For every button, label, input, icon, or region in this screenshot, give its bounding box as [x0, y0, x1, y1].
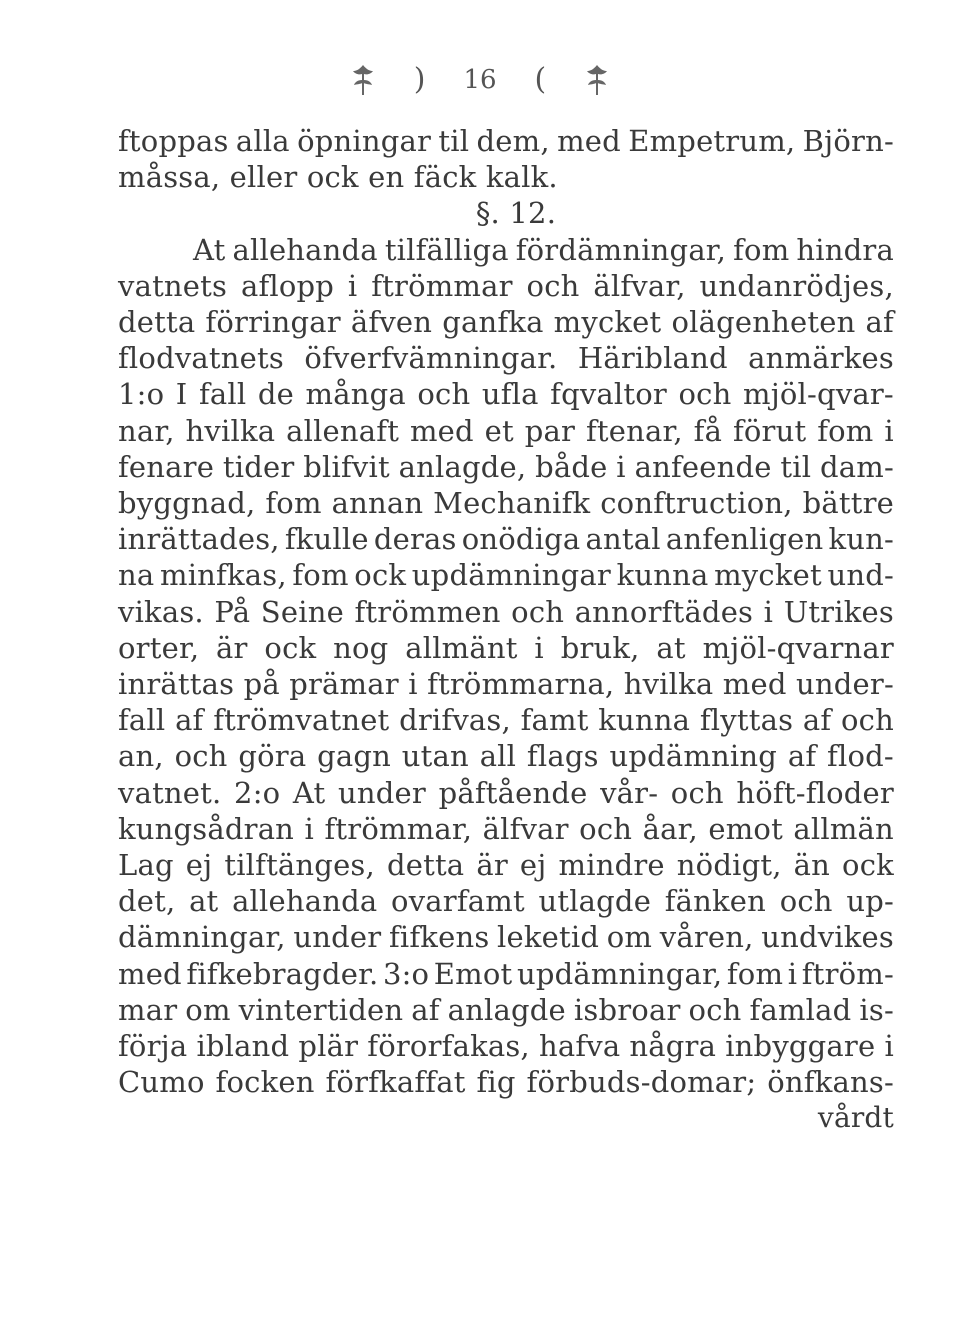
word: och — [678, 377, 732, 412]
text-line — [118, 521, 894, 557]
word: Empetrum, — [628, 124, 796, 158]
word: allmän — [793, 811, 894, 846]
word: ftrömvatnet — [213, 703, 390, 738]
word: och — [579, 811, 633, 846]
word: fom — [733, 232, 790, 267]
word: hindra — [796, 232, 894, 267]
word: dämningar, — [118, 920, 286, 955]
word: och — [526, 268, 580, 303]
word: At — [193, 232, 226, 267]
catchword: vårdt — [817, 1101, 894, 1135]
word: til — [438, 124, 470, 158]
word: antal — [585, 522, 661, 557]
word: Häribland — [577, 341, 728, 376]
word: och — [511, 594, 565, 629]
word: med — [409, 413, 474, 448]
word: På — [214, 594, 251, 629]
word: fördämningar, — [515, 232, 727, 267]
word: und- — [827, 558, 894, 593]
paren-left: ) — [413, 62, 426, 97]
word: Cumo — [118, 1065, 205, 1100]
word: och — [688, 992, 742, 1027]
word: nar, — [118, 413, 175, 448]
word: öpningar — [297, 124, 432, 158]
word: til — [780, 449, 812, 484]
text-line — [118, 775, 894, 811]
word: ovarfamt — [391, 884, 525, 919]
fleuron-icon — [350, 63, 376, 97]
word: nödigt, — [676, 848, 782, 883]
word: par — [524, 413, 576, 448]
word: mycket — [553, 305, 662, 340]
word: förja — [118, 1029, 188, 1064]
word: detta — [118, 305, 196, 340]
word: anfeende — [634, 449, 772, 484]
word: med — [722, 667, 787, 702]
word: inrättades, — [118, 522, 280, 557]
word: af — [175, 703, 204, 738]
word: vatnets — [118, 268, 228, 303]
page-header — [0, 62, 960, 97]
word: fänken — [664, 884, 767, 919]
word: och — [779, 884, 833, 919]
word: göra — [238, 739, 307, 774]
word: nog — [333, 630, 389, 665]
word: och — [840, 703, 894, 738]
word: i — [304, 811, 315, 846]
word: i — [884, 1029, 894, 1064]
word: drifvas, — [399, 703, 511, 738]
word: na — [118, 558, 155, 593]
word: i — [408, 667, 418, 702]
word: utan — [401, 739, 469, 774]
word: mindre — [558, 848, 665, 883]
word: Mechanifk — [433, 486, 591, 521]
word: annorftädes — [574, 594, 754, 629]
word: conftruction, — [600, 486, 793, 521]
word: förorfakas, — [367, 1029, 530, 1064]
word: öfverfvämningar. — [304, 341, 558, 376]
word: våren, — [659, 920, 754, 955]
text-line — [118, 883, 894, 919]
word: äfven — [350, 305, 433, 340]
word: ufla — [481, 377, 539, 412]
word: Björn- — [802, 124, 894, 158]
word: aflopp — [240, 268, 335, 303]
word: på — [243, 667, 280, 702]
word: 3:o — [382, 956, 430, 991]
word: höft-floder — [736, 775, 894, 810]
word: annan — [331, 486, 424, 521]
word: kunna — [616, 558, 709, 593]
word: i — [763, 594, 774, 629]
word: dem, — [476, 124, 550, 158]
word: förbuds-domar; — [526, 1065, 757, 1100]
word: ibland — [196, 1029, 290, 1064]
text-line — [118, 304, 894, 340]
word: Seine — [260, 594, 344, 629]
word: fkulle — [284, 522, 369, 557]
word: is- — [859, 992, 894, 1027]
word: de — [257, 377, 294, 412]
word: allehanda — [232, 232, 378, 267]
word: vatnet. — [118, 775, 222, 810]
word: olägenheten — [671, 305, 856, 340]
word: mycket — [714, 558, 822, 593]
word: fig — [476, 1065, 516, 1100]
word: flod- — [827, 739, 894, 774]
text-line — [118, 232, 894, 268]
word: några — [629, 1029, 717, 1064]
word: under — [338, 775, 426, 810]
word: förringar — [205, 305, 341, 340]
word: och — [174, 739, 228, 774]
word: Emot — [433, 956, 513, 991]
word: focken — [215, 1065, 315, 1100]
word: byggnad, — [118, 486, 256, 521]
word: påftående — [438, 775, 588, 810]
word: ftrömmen — [354, 594, 501, 629]
word: både — [535, 449, 608, 484]
text-line — [118, 268, 894, 304]
word: an, — [118, 739, 164, 774]
word: leketid — [497, 920, 600, 955]
word: af — [865, 305, 894, 340]
word: plär — [298, 1029, 359, 1064]
text-line — [118, 594, 894, 630]
word: orter, — [118, 630, 200, 665]
word: i — [616, 449, 626, 484]
word: under — [293, 920, 382, 955]
word: allehanda — [232, 884, 378, 919]
text-line — [118, 956, 894, 992]
word: anlagde — [447, 992, 566, 1027]
word: är — [216, 630, 248, 665]
word: än — [793, 848, 831, 883]
word: gagn — [317, 739, 392, 774]
word: det, — [118, 884, 176, 919]
word: vikas. — [118, 594, 204, 629]
text-line — [118, 630, 894, 666]
word: af — [787, 739, 817, 774]
word: At — [292, 775, 326, 810]
text-line — [118, 702, 894, 738]
text-line — [118, 557, 894, 593]
word: fenare — [118, 449, 215, 484]
word: i — [347, 268, 358, 303]
word: är — [476, 848, 508, 883]
word: mjöl-qvar- — [743, 377, 894, 412]
word: ock — [354, 558, 407, 593]
word: fom — [726, 956, 784, 991]
word: emot — [708, 811, 783, 846]
word: bättre — [802, 486, 894, 521]
word: ftrömmar — [371, 268, 513, 303]
word: förut — [732, 413, 807, 448]
word: updämning — [609, 739, 778, 774]
word: vintertiden — [238, 992, 404, 1027]
word: allmänt — [405, 630, 518, 665]
word: af — [411, 992, 440, 1027]
word: fom — [292, 558, 349, 593]
word: hvilka — [185, 413, 276, 448]
text-line — [118, 666, 894, 702]
word: dam- — [820, 449, 894, 484]
word: updämningar — [411, 558, 611, 593]
word: prämar — [289, 667, 399, 702]
word: minfkas, — [160, 558, 287, 593]
word: tider — [222, 449, 295, 484]
word: många — [305, 377, 406, 412]
text-line: måssa, eller ock en fäck kalk. — [118, 160, 558, 195]
text-line — [118, 919, 894, 955]
text-line — [118, 811, 894, 847]
word: ej — [185, 848, 213, 883]
word: i — [884, 413, 894, 448]
word: undanrödjes, — [699, 268, 894, 303]
word: älfvar, — [593, 268, 686, 303]
word: ftenar, — [585, 413, 683, 448]
word: förfkaffat — [325, 1065, 466, 1100]
word: fifkebragder. — [186, 956, 379, 991]
word: Utrikes — [783, 594, 894, 629]
word: hvilka — [623, 667, 714, 702]
fleuron-icon — [584, 63, 610, 97]
word: åar, — [642, 811, 698, 846]
text-line — [118, 992, 894, 1028]
word: at — [656, 630, 686, 665]
word: om — [185, 992, 231, 1027]
word: at — [189, 884, 219, 919]
word: blifvit — [303, 449, 390, 484]
word: mjöl-qvarnar — [702, 630, 894, 665]
word: anfenligen — [665, 522, 824, 557]
word: af — [802, 703, 832, 738]
word: I — [175, 377, 188, 412]
word: deras — [373, 522, 457, 557]
word: onödiga — [461, 522, 581, 557]
text-line — [118, 449, 894, 485]
word: Lag — [118, 848, 174, 883]
word: tilftänges, — [224, 848, 375, 883]
word: fom — [817, 413, 874, 448]
word: fifkens — [388, 920, 490, 955]
word: anlagde, — [398, 449, 527, 484]
text-line — [118, 123, 894, 159]
text-line — [118, 413, 894, 449]
text-line — [118, 485, 894, 521]
word: och — [417, 377, 471, 412]
word: få — [693, 413, 723, 448]
word: älfvar — [482, 811, 569, 846]
word: allenaft — [286, 413, 400, 448]
word: 1:o — [118, 377, 165, 412]
word: med — [557, 124, 621, 158]
text-line — [118, 1064, 894, 1100]
word: famt — [520, 703, 589, 738]
word: ej — [519, 848, 547, 883]
word: isbroar — [573, 992, 681, 1027]
word: i — [787, 956, 798, 991]
word: ock — [842, 848, 894, 883]
word: fom — [265, 486, 322, 521]
body-text — [118, 123, 894, 1137]
word: famlad — [749, 992, 852, 1027]
paren-right: ( — [534, 62, 547, 97]
word: under- — [796, 667, 894, 702]
word: updämningar, — [516, 956, 723, 991]
text-line — [118, 1028, 894, 1064]
word: vår- — [600, 775, 659, 810]
word: tilfälliga — [384, 232, 509, 267]
page-number: 16 — [463, 64, 497, 95]
text-line — [118, 376, 894, 412]
word: kunna — [598, 703, 691, 738]
word: om — [606, 920, 653, 955]
word: ganfka — [442, 305, 544, 340]
word: ftoppas — [118, 124, 229, 158]
word: alla — [235, 124, 290, 158]
word: et — [484, 413, 514, 448]
word: 2:o — [234, 775, 281, 810]
word: i — [534, 630, 544, 665]
word: inbyggare — [725, 1029, 876, 1064]
word: mar — [118, 992, 178, 1027]
word: flags — [526, 739, 599, 774]
word: ftrömmar, — [324, 811, 473, 846]
word: flyttas — [699, 703, 794, 738]
word: utlagde — [538, 884, 652, 919]
section-heading: §. 12. — [475, 196, 557, 231]
word: inrättas — [118, 667, 235, 702]
word: med — [118, 956, 182, 991]
text-line — [118, 738, 894, 774]
word: fall — [118, 703, 166, 738]
word: ock — [264, 630, 317, 665]
word: flodvatnets — [118, 341, 284, 376]
word: fqvaltor — [550, 377, 667, 412]
word: hafva — [538, 1029, 621, 1064]
word: kun- — [828, 522, 894, 557]
word: all — [479, 739, 517, 774]
word: ftrömmarna, — [427, 667, 615, 702]
word: och — [670, 775, 724, 810]
word: undvikes — [761, 920, 894, 955]
word: önfkans- — [767, 1065, 894, 1100]
word: anmärkes — [748, 341, 894, 376]
word: kungsådran — [118, 811, 295, 846]
text-line — [118, 340, 894, 376]
word: up- — [846, 884, 894, 919]
word: ftröm- — [801, 956, 894, 991]
word: fall — [198, 377, 247, 412]
word: bruk, — [560, 630, 640, 665]
word: detta — [386, 848, 465, 883]
text-line — [118, 847, 894, 883]
